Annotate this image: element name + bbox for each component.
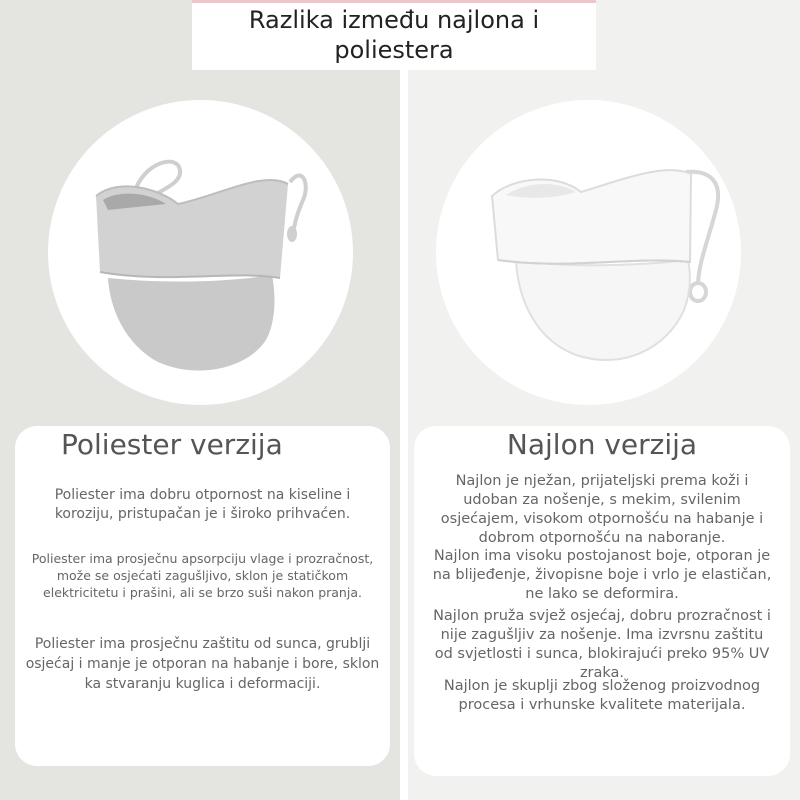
panel-divider — [400, 0, 408, 800]
polyester-paragraph-1: Poliester ima dobru otpornost na kiseline i koroziju, pristupačan je i široko prihvaćen. — [54, 487, 351, 522]
nylon-heading: Najlon verzija — [506, 428, 698, 461]
nylon-paragraph-4: Najlon je skuplji zbog složenog proizvodnog procesa i vrhunske kvalitete materijala. — [443, 678, 761, 713]
page-title: Razlika između najlona i poliestera — [248, 6, 540, 64]
nylon-paragraph-3: Najlon pruža svjež osjećaj, dobru prozračnost i nije zagušljiv za nošenje. Ima izvrsnu zaštitu od svjetlosti i sunca, blokirajući preko 95% UV zraka. — [433, 608, 771, 681]
polyester-paragraph-3: Poliester ima prosječnu zaštitu od sunca, grublji osjećaj i manje je otporan na habanje i bore, sklon ka stvaranju kuglica i deformaciji. — [25, 636, 380, 692]
nylon-card — [414, 426, 790, 776]
polyester-card — [15, 426, 390, 766]
polyester-heading: Poliester verzija — [61, 428, 283, 461]
nylon-image-circle — [436, 100, 741, 405]
nylon-paragraph-2: Najlon ima visoku postojanost boje, otporan je na blijeđenje, živopisne boje i vrlo je elastičan, ne lako se deformira. — [432, 548, 772, 602]
title-banner — [192, 0, 596, 70]
white-face-mask-icon — [436, 100, 741, 405]
polyester-image-circle — [48, 100, 353, 405]
gray-face-mask-icon — [48, 100, 353, 405]
polyester-paragraph-2: Poliester ima prosječnu apsorpciju vlage i prozračnost, može se osjećati zagušljivo, sklon je statičkom elektricitetu i prašini, ali se brzo suši nakon pranja. — [31, 551, 374, 600]
nylon-paragraph-1: Najlon je nježan, prijateljski prema koži i udoban za nošenje, s mekim, svilenim osjećajem, visokom otpornošću na habanje i dobrom otpornošću na naboranje. — [440, 473, 764, 546]
